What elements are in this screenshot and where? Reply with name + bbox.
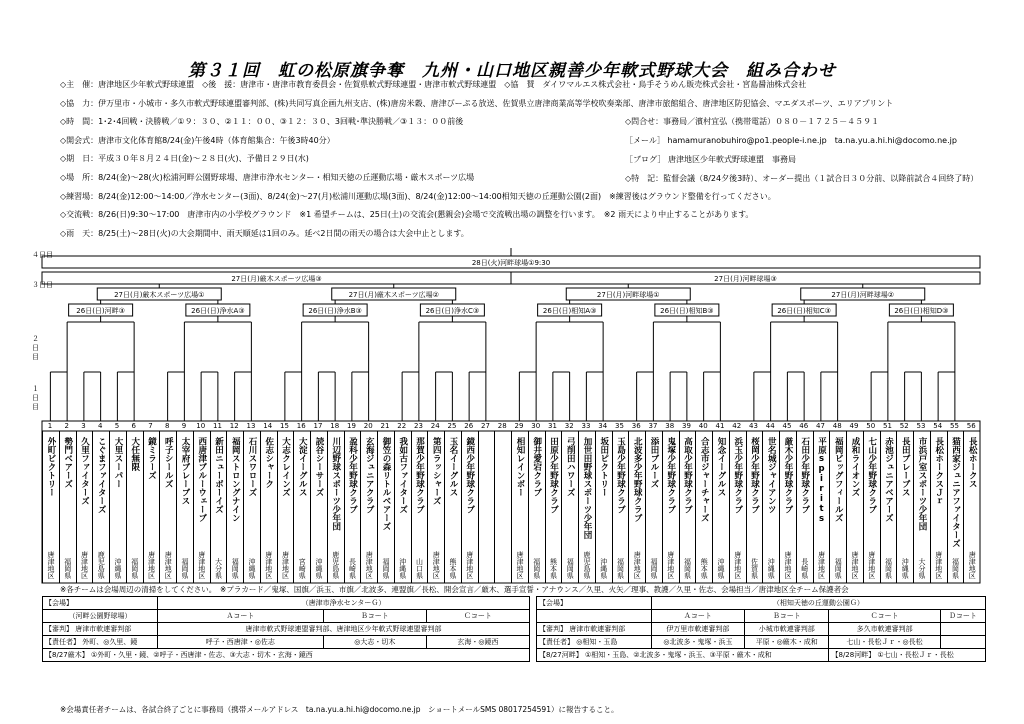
team-prefecture: 唐津地区	[784, 551, 792, 579]
team-number: 24	[430, 422, 440, 430]
team-cell	[829, 431, 847, 583]
team-cell	[59, 431, 77, 583]
team-prefecture: 大分県	[214, 558, 223, 579]
court-c: Ｃコート	[829, 610, 940, 623]
team-cell	[511, 431, 529, 583]
info-line: ◇期 日：平成３０年８月２４日(金)～２８日(火)、予備日２９日(水)	[60, 154, 309, 164]
team-name: 浜玉少年野球クラブ	[732, 437, 743, 514]
info-line: ◇開会式：唐津市文化体育館8/24(金)午後4時（体育館集合：午後3時40分）	[60, 135, 335, 145]
team-number: 11	[213, 422, 222, 430]
team-number: 28	[497, 422, 507, 430]
team-number: 44	[765, 422, 775, 430]
team-prefecture: 沖縄県	[398, 558, 407, 579]
round3-label: 26日(日)浄水C③	[425, 307, 480, 315]
team-name: 合志市ジャーチャーズ	[699, 437, 710, 522]
team-prefecture: 福岡県	[63, 558, 72, 579]
team-cell	[561, 431, 579, 583]
round3-label: 26日(日)浄水A③	[191, 307, 245, 315]
team-number: 32	[564, 422, 574, 430]
team-prefecture: 福岡県	[951, 558, 960, 579]
team-name: 大志クレインズ	[280, 437, 291, 497]
team-prefecture: 熊本県	[449, 558, 457, 579]
resp-b: ◎大志・切木	[323, 636, 426, 649]
team-cell	[478, 431, 496, 583]
team-name: 北波多少年野球クラブ	[632, 437, 643, 522]
court-a: Ａコート	[158, 610, 324, 623]
team-number: 34	[598, 422, 608, 430]
team-number: 35	[615, 422, 624, 430]
team-prefecture: 鹿児島県	[583, 551, 591, 579]
team-number: 41	[715, 422, 725, 430]
judge-label: 【審判】 唐津市軟連審判部	[43, 623, 158, 636]
venue-table-left	[42, 596, 530, 662]
row-label-day2: ２日目	[32, 335, 39, 361]
team-number: 37	[648, 422, 658, 430]
team-number: 9	[181, 422, 187, 430]
team-cell	[193, 431, 211, 583]
team-cell	[880, 431, 898, 583]
team-prefecture: 唐津地区	[264, 551, 273, 579]
team-name: 玉島少年野球クラブ	[615, 437, 626, 514]
team-cell	[109, 431, 127, 583]
resp-a: ◎北波多・鬼塚・浜玉	[651, 636, 744, 649]
team-cell	[327, 431, 345, 583]
row-label-day3: ３日目	[32, 281, 53, 289]
resp-b: 平原・◎厳木・成和	[745, 636, 829, 649]
team-name: 長松ホークス	[967, 437, 978, 488]
team-cell	[963, 431, 981, 583]
team-number: 36	[631, 422, 641, 430]
round3-label: 26日(日)浄水B③	[308, 307, 362, 315]
team-prefecture: 福岡県	[884, 558, 893, 579]
team-cell	[662, 431, 680, 583]
team-prefecture: 山口県	[415, 558, 424, 579]
team-prefecture: 長崎県	[800, 558, 809, 579]
team-cell	[762, 431, 780, 583]
team-cell	[293, 431, 311, 583]
team-name: 御井愛宕クラブ	[531, 437, 542, 497]
court-b: Ｂコート	[745, 610, 829, 623]
team-cell	[92, 431, 110, 583]
team-cell	[545, 431, 563, 583]
team-cell	[159, 431, 177, 583]
team-prefecture: 福岡県	[834, 558, 843, 579]
team-prefecture: 唐津地区	[934, 551, 943, 579]
round3-label: 26日(日)相知B③	[660, 307, 714, 315]
team-name: 長松ホークスＪｒ	[933, 437, 944, 505]
team-cell	[42, 431, 60, 583]
team-prefecture: 唐津地区	[197, 551, 206, 579]
team-name: 那賀少年野球クラブ	[414, 437, 425, 514]
team-name: 相知レインボー	[515, 437, 525, 497]
team-cell	[746, 431, 764, 583]
team-name: 久里ファイターズ	[79, 437, 90, 505]
team-name: 鏡西少年野球クラブ	[464, 437, 475, 514]
team-prefecture: 唐津地区	[633, 551, 642, 579]
team-number: 15	[280, 422, 289, 430]
team-number: 49	[849, 422, 859, 430]
round3-label: 26日(日)相知D③	[894, 307, 949, 315]
team-prefecture: 福岡県	[181, 558, 189, 579]
team-cell	[411, 431, 429, 583]
extra-assign-1: 【8/27河畔】 ①相知・玉島、②北波多・鬼塚・浜玉、③平原・厳木・成和	[537, 649, 829, 662]
team-cell	[427, 431, 445, 583]
team-cell	[310, 431, 328, 583]
team-name: 猫西家ジュニアファイターズ	[950, 437, 961, 548]
team-number: 56	[966, 422, 976, 430]
page-title: 第３１回 虹の松原旗争奪 九州・山口地区親善少年軟式野球大会 組み合わせ	[188, 61, 836, 81]
semifinal-label: 27日(月)河畔球場③	[714, 275, 777, 283]
team-cell	[210, 431, 228, 583]
team-name: 我如古ファイターズ	[397, 437, 408, 514]
team-cell	[260, 431, 278, 583]
judge-value: 唐津市軟式野球連盟審判部、唐津地区少年軟式野球連盟審判部	[158, 623, 530, 636]
team-cell	[779, 431, 797, 583]
team-number: 21	[380, 422, 390, 430]
team-name: 新田ニューボーイズ	[213, 437, 224, 514]
team-name: 長田ブレーブス	[900, 437, 911, 497]
team-number: 6	[131, 422, 136, 430]
team-prefecture: 福岡県	[566, 558, 575, 579]
quarterfinal-label: 27日(月)河畔球場②	[831, 291, 895, 299]
team-cell	[796, 431, 814, 583]
team-name: 平原spirits	[816, 437, 827, 524]
team-name: 福岡ストロングナイン	[230, 437, 241, 522]
team-cell	[143, 431, 161, 583]
team-name: 玄海ジュニアクラブ	[364, 437, 375, 514]
team-cell	[679, 431, 697, 583]
info-line: ◇雨 天：8/25(土)～28日(火)の大会期間中、雨天順延は1回のみ。延べ2日間の雨天の場合は大会中止とします。	[60, 228, 469, 238]
team-prefecture: 福岡県	[130, 558, 139, 579]
team-cell	[494, 431, 512, 583]
team-number: 19	[347, 422, 356, 430]
team-number: 55	[950, 422, 959, 430]
team-prefecture: 唐津地区	[733, 551, 742, 579]
team-prefecture: 福岡県	[683, 558, 692, 579]
team-cell	[528, 431, 546, 583]
extra-assign: 【8/27厳木】 ①外町・久里・鏡、②呼子・西唐津・佐志、③大志・切木・玄海・鏡西	[43, 649, 530, 662]
info-line: ◇練習場：8/24(金)12:00～14:00／浄水センター(3面)、8/24(金)～27(月)松浦川運動広場(3面)、8/24(金)12:00～14:00相知天徳の丘運動公園(2面) ※練習後はグラウンド整備を行ってください。	[60, 191, 776, 201]
team-prefecture: 福岡県	[532, 558, 541, 579]
team-cell	[360, 431, 378, 583]
team-prefecture: 唐津地区	[968, 551, 977, 579]
quarterfinal-label: 27日(月)河畔球場①	[596, 291, 660, 299]
team-number: 8	[165, 422, 170, 430]
resp-c: 七山・長松Ｊｒ・◎長松	[829, 636, 940, 649]
team-number: 26	[464, 422, 474, 430]
extra-assign-2: 【8/28河畔】 ①七山・長松Ｊｒ・長松	[829, 649, 986, 662]
team-number: 30	[531, 422, 541, 430]
team-cell	[461, 431, 479, 583]
team-prefecture: 唐津地区	[164, 551, 173, 579]
team-name: こぐまファイターズ	[96, 437, 107, 514]
team-number: 31	[548, 422, 557, 430]
team-prefecture: 佐賀県	[750, 558, 759, 579]
team-name: 加世田野球スポーツ少年団	[582, 437, 592, 539]
info-line: ◇協 力：伊万里市・小城市・多久市軟式野球連盟審判部、(株)共同写真企画九州支店、(株)唐房米穀、唐津びーぷる放送、佐賀県立唐津商業高等学校吹奏楽部、唐津市旅館組合、唐津地区防犯協会、マエダスポーツ、エリアプリント	[60, 98, 894, 108]
team-number: 33	[581, 422, 591, 430]
team-cell	[226, 431, 244, 583]
team-prefecture: 福岡県	[231, 558, 240, 579]
team-name: 鏡ミラーズ	[146, 437, 157, 480]
team-cell	[578, 431, 596, 583]
team-number: 5	[114, 422, 120, 430]
court-c: Ｃコート	[426, 610, 529, 623]
team-name: 添田ブルーズ	[649, 437, 659, 488]
team-name: 御笠の森リトルベアーズ	[381, 437, 391, 531]
final-label: 28日(火)河畔球場①9:30	[471, 259, 551, 267]
team-name: 玉名イーグルス	[448, 437, 458, 497]
row-label-day1: １日目	[32, 385, 39, 411]
team-cell	[628, 431, 646, 583]
team-name: 石川スワローズ	[247, 437, 257, 497]
team-prefecture: 唐津地区	[851, 551, 859, 579]
team-number: 25	[447, 422, 457, 430]
quarterfinal-label: 27日(月)厳木スポーツ広場①	[114, 291, 205, 299]
team-name: 外町ビクトリー	[46, 437, 56, 497]
team-prefecture: 鹿児島県	[331, 551, 340, 579]
team-number: 27	[481, 422, 490, 430]
team-prefecture: 沖縄県	[767, 558, 776, 579]
notice: ※各チームは会場周辺の清掃をしてください。 ※プラカード／鬼塚、国旗／浜玉、市旗／北波多、連盟旗／長松、開会宣言／厳木、選手宣誓・アナウンス／久里、火矢／理事、教護／久里・佐志、会場担当／唐津地区全チーム保護者会	[60, 585, 849, 594]
team-cell	[76, 431, 94, 583]
team-prefecture: 福岡県	[650, 558, 658, 579]
resp-c: 玄海・◎鏡西	[426, 636, 529, 649]
team-number: 3	[81, 422, 86, 430]
team-name: 西唐津ブルーウェーブ	[196, 437, 207, 522]
team-name: 福岡ビッグフィールズ	[833, 437, 844, 522]
team-prefecture: 大分県	[918, 558, 926, 579]
team-prefecture: 唐津地区	[867, 551, 876, 579]
team-prefecture: 福岡県	[382, 558, 390, 579]
team-prefecture: 沖縄県	[315, 558, 323, 579]
round3-label: 26日(日)相知A③	[542, 307, 597, 315]
info-line: ◇交流戦：8/26(日)9:30～17:00 唐津市内の小学校グラウンド ※1 希望チームは、25日(土)の交流会(懇親会)会場で交流戦出場の調整を行います。 ※2 雨天により中止することがあります。	[60, 210, 754, 220]
team-cell	[695, 431, 713, 583]
resp-label: 【責任者】 ◎相知・玉島	[537, 636, 652, 649]
team-cell	[846, 431, 864, 583]
team-prefecture: 福岡県	[616, 558, 625, 579]
team-number: 10	[196, 422, 206, 430]
team-cell	[126, 431, 144, 583]
team-number: 40	[698, 422, 708, 430]
judge-a: 伊万里市軟連審判部	[651, 623, 744, 636]
team-prefecture: 唐津地区	[147, 551, 156, 579]
team-number: 54	[933, 422, 943, 430]
team-prefecture: 沖縄県	[114, 558, 122, 579]
venue-name: （相知天徳の丘運動公園Ｇ）	[651, 597, 985, 610]
team-number: 39	[682, 422, 691, 430]
team-name: 大任無限	[129, 437, 140, 471]
judge-c: 多久市軟連審判部	[829, 623, 940, 636]
venue-name: （唐津市浄水センターＧ）	[158, 597, 530, 610]
team-name: 呼子シールズ	[163, 437, 174, 488]
team-name: 鬼塚少年野球クラブ	[665, 437, 676, 514]
team-name: 読谷シーサーズ	[314, 437, 324, 497]
team-number: 7	[148, 422, 153, 430]
round3-label: 26日(日)河畔③	[76, 307, 125, 315]
mail-line: ［メール］ hamamuranobuhiro@po1.people-i.ne.jp ta.na.yu.a.hi.hi@docomo.ne.jp	[625, 136, 957, 145]
team-name: 石田少年野球クラブ	[799, 437, 810, 514]
team-name: 川辺野球スポーツ少年団	[330, 437, 341, 531]
team-name: 世名城ジャイアンツ	[766, 437, 777, 514]
venue-sub: （河畔公園野球場）	[43, 610, 158, 623]
court-b: Ｂコート	[323, 610, 426, 623]
team-name: 太宰府ブレーブス	[180, 437, 190, 505]
team-prefecture: 鹿児島県	[97, 551, 106, 579]
team-number: 52	[899, 422, 909, 430]
team-prefecture: 熊本県	[700, 558, 709, 579]
court-a: Ａコート	[651, 610, 744, 623]
team-prefecture: 唐津地区	[432, 551, 441, 579]
team-prefecture: 唐津地区	[47, 551, 55, 579]
row-label-day4: ４日目	[32, 251, 53, 259]
team-cell	[813, 431, 831, 583]
team-number: 2	[64, 422, 69, 430]
team-cell	[444, 431, 462, 583]
team-prefecture: 唐津地区	[516, 551, 524, 579]
team-cell	[243, 431, 261, 583]
venue-label: 【会場】	[43, 597, 158, 610]
team-number: 23	[414, 422, 423, 430]
team-number: 13	[246, 422, 256, 430]
team-cell	[595, 431, 613, 583]
team-number: 18	[330, 422, 340, 430]
team-number: 1	[47, 422, 53, 430]
team-prefecture: 長崎県	[348, 558, 357, 579]
team-prefecture: 宮崎県	[298, 558, 307, 579]
team-prefecture: 唐津地区	[817, 551, 826, 579]
team-number: 48	[832, 422, 842, 430]
team-cell	[645, 431, 663, 583]
team-prefecture: 沖縄県	[599, 558, 608, 579]
team-name: 七山少年野球クラブ	[866, 437, 877, 514]
team-prefecture: 沖縄県	[717, 558, 725, 579]
team-cell	[344, 431, 362, 583]
team-name: 知念イーグルス	[716, 437, 726, 497]
team-prefecture: 唐津地区	[80, 551, 89, 579]
team-cell	[277, 431, 295, 583]
team-prefecture: 沖縄県	[901, 558, 910, 579]
team-cell	[896, 431, 914, 583]
team-cell	[176, 431, 194, 583]
team-name: 田原少年野球クラブ	[548, 437, 559, 514]
note-line: ◇特 記：監督会議（8/24夕後3時）、オーダー提出（１試合日３０分前、以降前試合４回終了時）	[625, 174, 979, 183]
info-line: ◇場 所：8/24(金)～28(火)松浦河畔公園野球場、唐津市浄水センター・相知天徳の丘運動広場・厳木スポーツ広場	[60, 172, 475, 182]
team-cell	[863, 431, 881, 583]
contact-line: ◇問合せ：事務局／濱村宜弘（携帯電話）０８０－１７２５－４５９１	[625, 117, 880, 126]
quarterfinal-label: 27日(月)厳木スポーツ広場②	[348, 291, 439, 299]
team-cell	[930, 431, 948, 583]
team-name: 厳木少年野球クラブ	[783, 437, 793, 514]
team-name: 大淀イーグルス	[297, 437, 308, 497]
team-name: 坂田ピクトリー	[598, 437, 609, 497]
team-name: 高取少年野球クラブ	[682, 437, 693, 514]
venue-label: 【会場】	[537, 597, 652, 610]
team-number: 4	[98, 422, 103, 430]
team-name: 桜岡少年野球クラブ	[749, 437, 760, 514]
team-cell	[394, 431, 412, 583]
team-prefecture: 唐津地区	[666, 551, 675, 579]
team-prefecture: 熊本県	[549, 558, 558, 579]
team-number: 16	[296, 422, 306, 430]
team-name: 市浜戸室スポーツ少年団	[917, 437, 927, 531]
team-name: 佐志シャーク	[263, 437, 274, 488]
team-cell	[712, 431, 730, 583]
team-cell	[612, 431, 630, 583]
resp-label: 【責任者】 外町、◎久里、鏡	[43, 636, 158, 649]
footer-note: ※会場責任者チームは、各試合終了ごとに事務局（携帯メールアドレス ta.na.yu.a.hi.hi@docomo.ne.jp ショートメールSMS 08017254591）に報告すること。	[60, 705, 619, 714]
team-number: 20	[363, 422, 373, 430]
info-line: ◇時 間：1･2･4回戦・決勝戦／①９：３０、②１１：００、③１２：３０、3回戦･準決勝戦／③１３：００前後	[60, 117, 464, 127]
team-number: 17	[313, 422, 323, 430]
team-name: 大里スーパー	[113, 437, 123, 488]
team-name: 盈科少年野球クラブ	[347, 437, 358, 514]
venue-table-right	[536, 596, 986, 662]
team-prefecture: 唐津地区	[465, 551, 474, 579]
team-name: 勢門ベアーズ	[62, 437, 73, 488]
team-prefecture: 沖縄県	[248, 558, 256, 579]
team-number: 50	[866, 422, 876, 430]
team-number: 14	[263, 422, 273, 430]
court-d: Ｄコート	[940, 610, 985, 623]
blog-line: ［ブログ］ 唐津地区少年軟式野球連盟 事務局	[625, 155, 796, 164]
team-number: 38	[665, 422, 675, 430]
semifinal-label: 27日(月)厳木スポーツ広場③	[231, 275, 322, 283]
team-number: 45	[782, 422, 792, 430]
team-prefecture: 唐津地区	[365, 551, 374, 579]
team-number: 47	[816, 422, 825, 430]
team-number: 53	[916, 422, 926, 430]
team-number: 43	[749, 422, 758, 430]
team-number: 12	[229, 422, 239, 430]
resp-a: 呼子・西唐津・◎佐志	[158, 636, 324, 649]
info-line: ◇主 催：唐津地区少年軟式野球連盟 ◇後 援：唐津市・唐津市教育委員会・佐賀県軟式野球連盟・唐津市軟式野球連盟 ◇協 賛 ダイワマルエス株式会社・鳥手そうめん販売株式会社・宮島醤油株式会社	[60, 80, 807, 89]
team-name: 成和ライオンズ	[850, 437, 860, 497]
team-name: 弓削田ハワーズ	[565, 437, 576, 497]
team-prefecture: 唐津地区	[281, 551, 290, 579]
team-number: 51	[883, 422, 892, 430]
team-name: 赤池ジュニアベアーズ	[883, 437, 894, 522]
team-number: 22	[397, 422, 407, 430]
team-number: 29	[514, 422, 524, 430]
team-cell	[913, 431, 931, 583]
team-number: 42	[732, 422, 742, 430]
team-cell	[377, 431, 395, 583]
judge-b: 小城市軟連審判部	[745, 623, 829, 636]
judge-label: 【審判】 唐津市軟連審判部	[537, 623, 652, 636]
team-cell	[729, 431, 747, 583]
round3-label: 26日(日)相知C③	[777, 307, 831, 315]
team-cell	[947, 431, 965, 583]
team-number: 46	[799, 422, 809, 430]
team-name: 第四ラッシャーズ	[431, 437, 442, 505]
